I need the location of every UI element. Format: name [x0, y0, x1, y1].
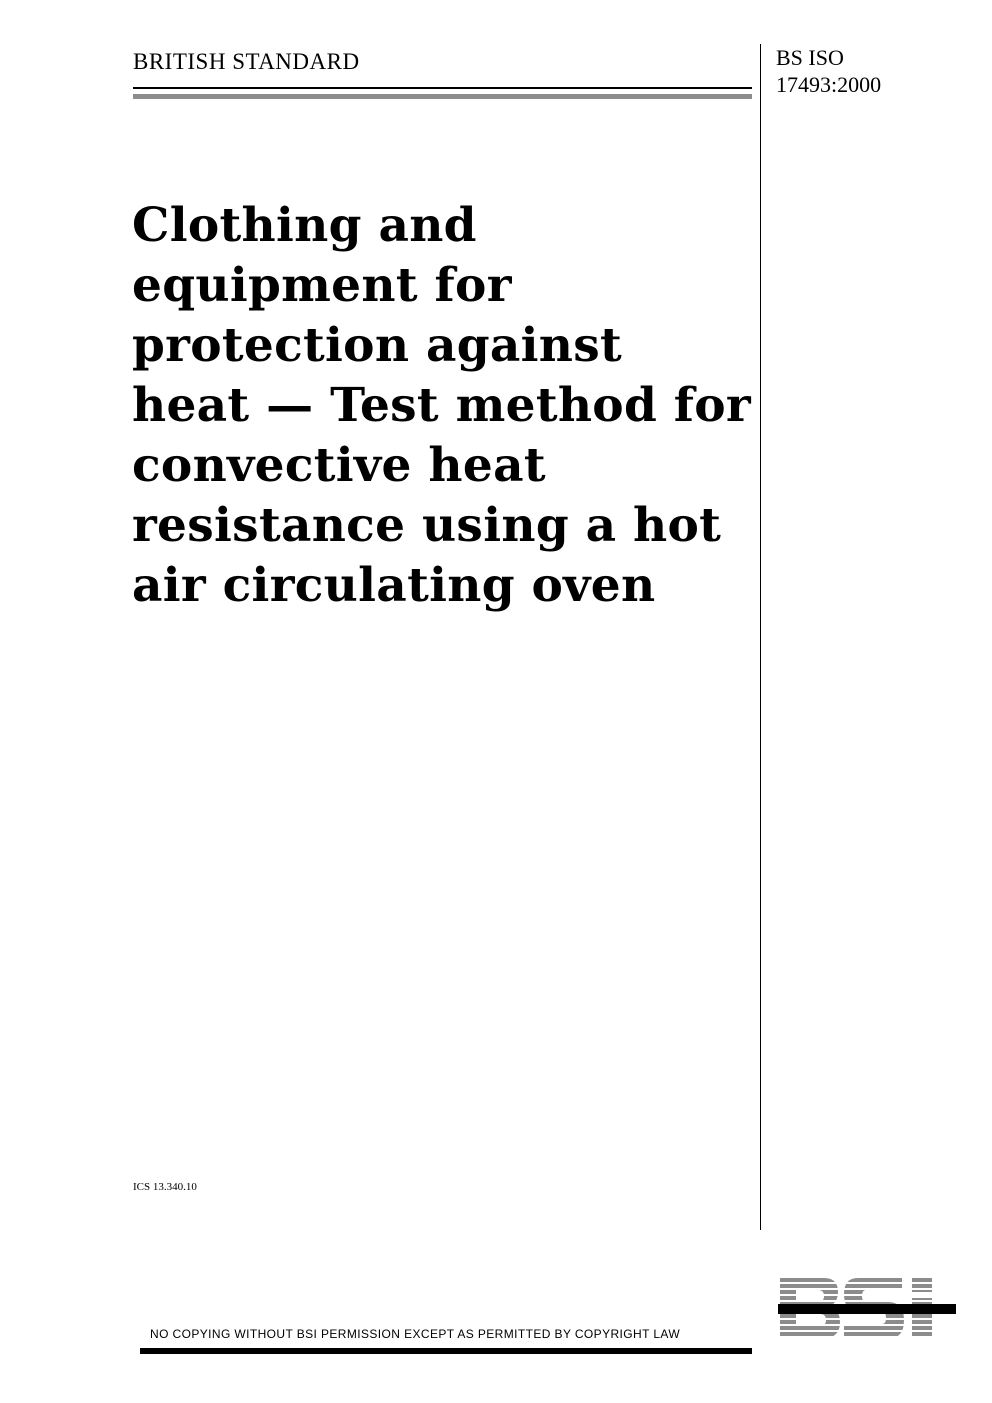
title-line: air circulating oven	[132, 558, 656, 613]
title-line: heat — Test method for	[132, 378, 751, 433]
vertical-divider	[760, 44, 761, 1230]
document-title	[132, 196, 752, 616]
title-line: convective heat	[132, 438, 546, 493]
title-line: resistance using a hot	[132, 498, 722, 553]
title-line: protection against	[132, 318, 623, 373]
standard-number	[776, 44, 881, 98]
standard-number-line2: 17493:2000	[776, 72, 882, 97]
footer-rule	[140, 1348, 752, 1354]
document-series-label: BRITISH STANDARD	[133, 49, 360, 74]
title-line: Clothing and	[132, 198, 477, 253]
standard-number-line1: BS ISO	[776, 45, 844, 70]
copyright-notice: NO COPYING WITHOUT BSI PERMISSION EXCEPT AS PERMITTED BY COPYRIGHT LAW	[150, 1327, 681, 1341]
header-rule-gray	[133, 94, 752, 99]
ics-code: ICS 13.340.10	[133, 1181, 197, 1193]
bsi-logo	[778, 1278, 956, 1358]
header-rule	[133, 87, 752, 89]
title-line: equipment for	[132, 258, 512, 313]
